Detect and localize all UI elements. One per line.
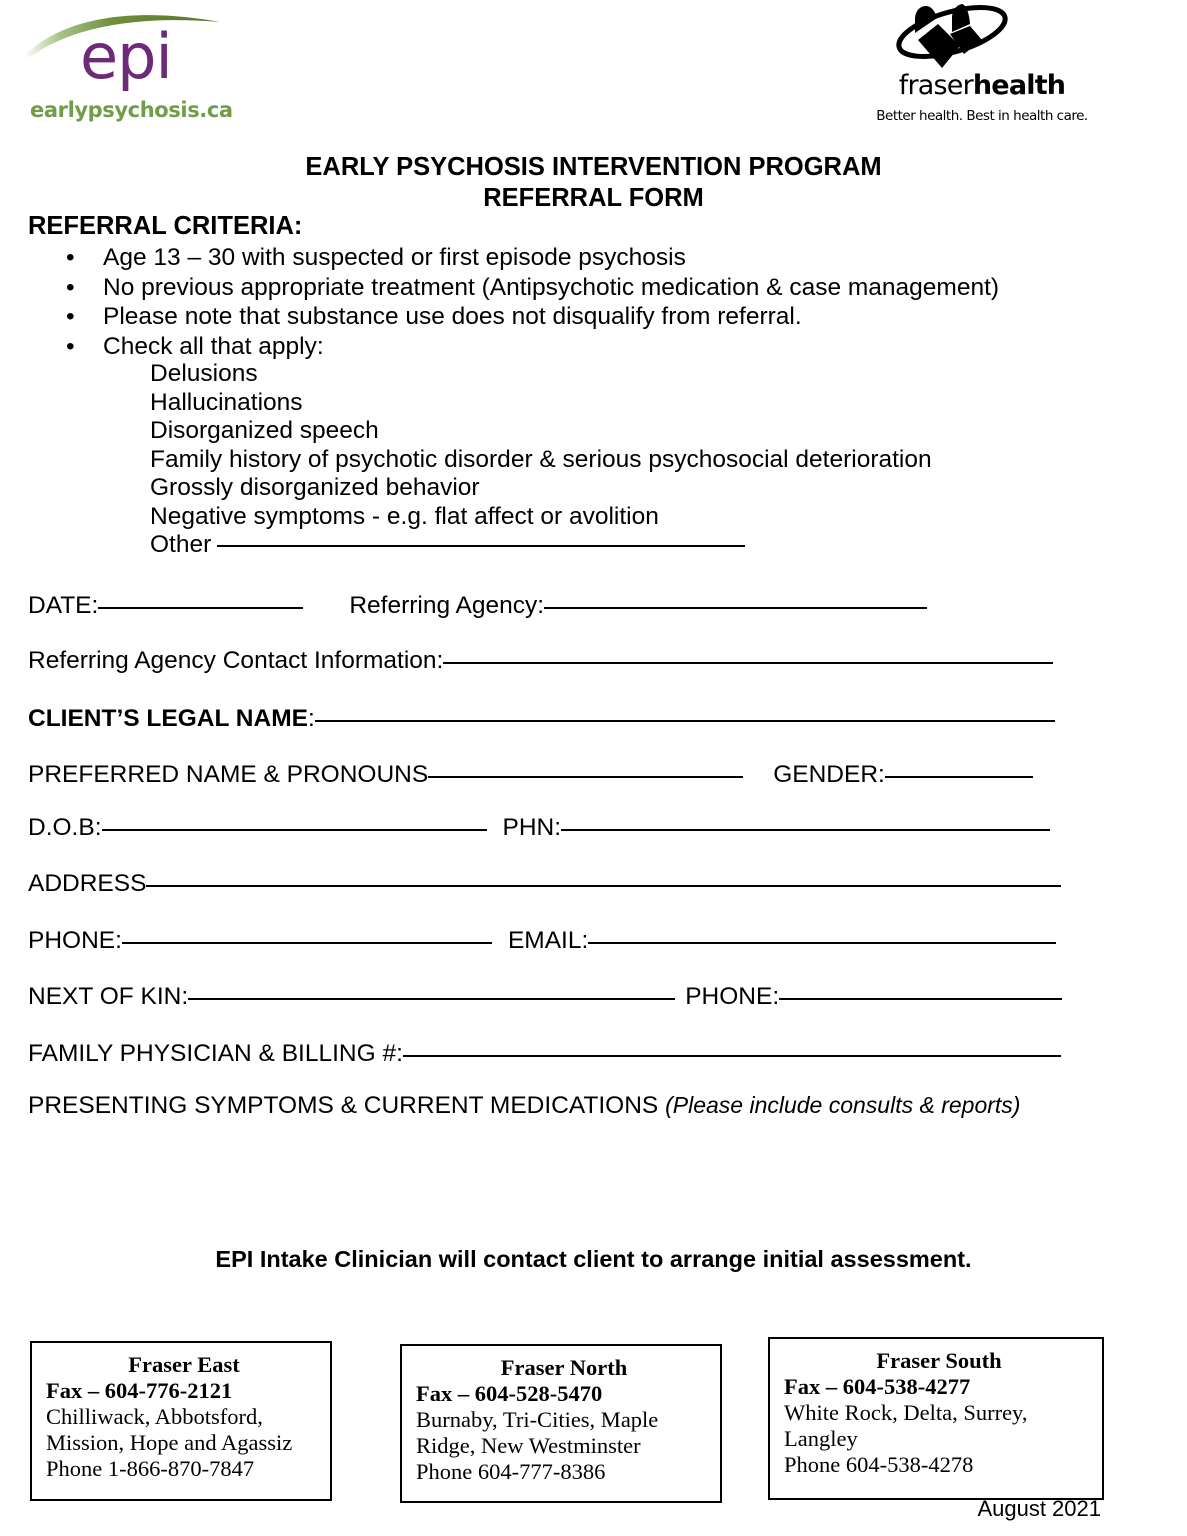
region-phone: Phone 1-866-870-7847 [46,1456,255,1481]
referring-agency-label: Referring Agency: [349,592,545,619]
kin-phone-label: PHONE: [685,983,780,1010]
client-legal-name-colon: : [307,705,315,732]
field-row-presenting-symptoms [28,1091,1020,1120]
region-title: Fraser North [500,1355,628,1380]
dob-label: D.O.B: [28,814,102,841]
next-of-kin-input-line[interactable] [188,978,675,1000]
region-area-line-2: Mission, Hope and Agassiz [46,1430,293,1455]
contact-box-fraser-north [400,1344,722,1503]
checklist-item-other[interactable] [150,531,1150,560]
region-area-line-2: Ridge, New Westminster [416,1433,641,1458]
dob-input-line[interactable] [102,809,487,831]
fraser-word: fraser [898,70,973,101]
checklist-item-family-history[interactable]: Family history of psychotic disorder & serious psychosocial deterioration [150,445,932,473]
gender-label: GENDER: [773,761,885,788]
email-input-line[interactable] [588,922,1056,944]
region-fax: Fax – 604-528-5470 [416,1381,603,1406]
client-legal-name-label: CLIENT’S LEGAL NAME [28,705,308,732]
contact-box-fraser-east [30,1341,332,1501]
phn-input-line[interactable] [561,809,1050,831]
region-area-line-1: White Rock, Delta, Surrey, [784,1400,1028,1425]
epi-wordmark: epi [80,20,172,93]
list-item [28,243,1148,273]
list-item [28,302,1148,332]
field-row-next-of-kin [28,978,1062,1011]
criteria-bullet-list [28,243,1148,361]
epi-url-text: earlypsychosis.ca [30,98,233,122]
client-legal-name-input-line[interactable] [315,700,1055,722]
checklist-item-hallucinations[interactable]: Hallucinations [150,388,303,416]
fraser-health-tagline: Better health. Best in health care. [876,108,1088,124]
bullet-icon: • [66,273,75,301]
region-title: Fraser East [128,1352,240,1377]
title-line-1: EARLY PSYCHOSIS INTERVENTION PROGRAM [305,153,882,181]
preferred-name-input-line[interactable] [428,756,743,778]
region-title: Fraser South [876,1348,1002,1373]
fraser-health-logo [862,2,1102,132]
other-label: Other [150,531,212,558]
epi-logo [22,6,252,126]
presenting-symptoms-note: (Please include consults & reports) [665,1092,1021,1118]
field-row-family-physician [28,1035,1061,1068]
field-row-agency-contact [28,642,1053,675]
address-input-line[interactable] [146,865,1061,887]
contact-boxes [0,1337,1187,1507]
region-phone: Phone 604-538-4278 [784,1452,974,1477]
region-area-line-1: Burnaby, Tri-Cities, Maple [416,1407,659,1432]
health-word: health [972,70,1066,101]
checklist-item-negative-symptoms[interactable]: Negative symptoms - e.g. flat affect or avolition [150,502,659,530]
field-row-phone-email [28,922,1056,955]
list-item [28,332,1148,362]
checklist-item-disorganized-speech[interactable]: Disorganized speech [150,417,379,444]
fraser-health-heart-swoosh-icon [890,2,1020,74]
fraser-health-wordmark [882,70,1082,101]
family-physician-input-line[interactable] [403,1035,1061,1057]
phone-input-line[interactable] [122,922,492,944]
referring-agency-contact-input-line[interactable] [443,642,1053,664]
checklist-item-delusions[interactable]: Delusions [150,360,258,387]
field-row-client-legal-name [28,700,1055,733]
form-title [0,152,1187,214]
bullet-text: No previous appropriate treatment (Antipsychotic medication & case management) [103,273,1000,301]
date-label: DATE: [28,592,99,619]
next-of-kin-label: NEXT OF KIN: [28,983,189,1010]
region-area-line-2: Langley [784,1426,858,1451]
other-input-line[interactable] [217,545,745,547]
field-row-date [28,587,927,620]
phn-label: PHN: [502,814,562,841]
date-input-line[interactable] [98,587,303,609]
referring-agency-contact-label: Referring Agency Contact Information: [28,647,444,674]
bullet-text: Please note that substance use does not disqualify from referral. [103,303,802,330]
presenting-symptoms-label: PRESENTING SYMPTOMS & CURRENT MEDICATIONS [28,1092,659,1119]
region-phone: Phone 604-777-8386 [416,1459,606,1484]
email-label: EMAIL: [507,927,589,954]
preferred-name-label: PREFERRED NAME & PRONOUNS [28,761,429,788]
contact-box-fraser-south [768,1337,1104,1500]
revision-date: August 2021 [977,1496,1101,1521]
list-item [28,273,1148,303]
bullet-text: Check all that apply: [103,332,324,360]
bullet-icon: • [66,332,75,360]
field-row-address [28,865,1061,898]
referring-agency-input-line[interactable] [544,587,927,609]
bullet-text: Age 13 – 30 with suspected or first episode psychosis [103,244,686,271]
intake-notice: EPI Intake Clinician will contact client to arrange initial assessment. [215,1246,972,1272]
kin-phone-input-line[interactable] [779,978,1062,1000]
field-row-preferred-name [28,756,1033,789]
region-fax: Fax – 604-776-2121 [46,1378,233,1403]
phone-label: PHONE: [28,927,122,954]
field-row-dob-phn [28,809,1050,842]
referral-criteria-heading: REFERRAL CRITERIA: [28,212,303,240]
region-area-line-1: Chilliwack, Abbotsford, [46,1404,263,1429]
region-fax: Fax – 604-538-4277 [784,1374,971,1399]
gender-input-line[interactable] [885,756,1033,778]
symptom-checklist [150,360,1150,560]
title-line-2: REFERRAL FORM [483,184,704,212]
checklist-item-grossly-disorganized-behavior[interactable]: Grossly disorganized behavior [150,474,480,501]
bullet-icon: • [66,303,75,330]
address-label: ADDRESS [28,870,147,897]
bullet-icon: • [66,244,75,271]
family-physician-label: FAMILY PHYSICIAN & BILLING #: [28,1040,403,1067]
